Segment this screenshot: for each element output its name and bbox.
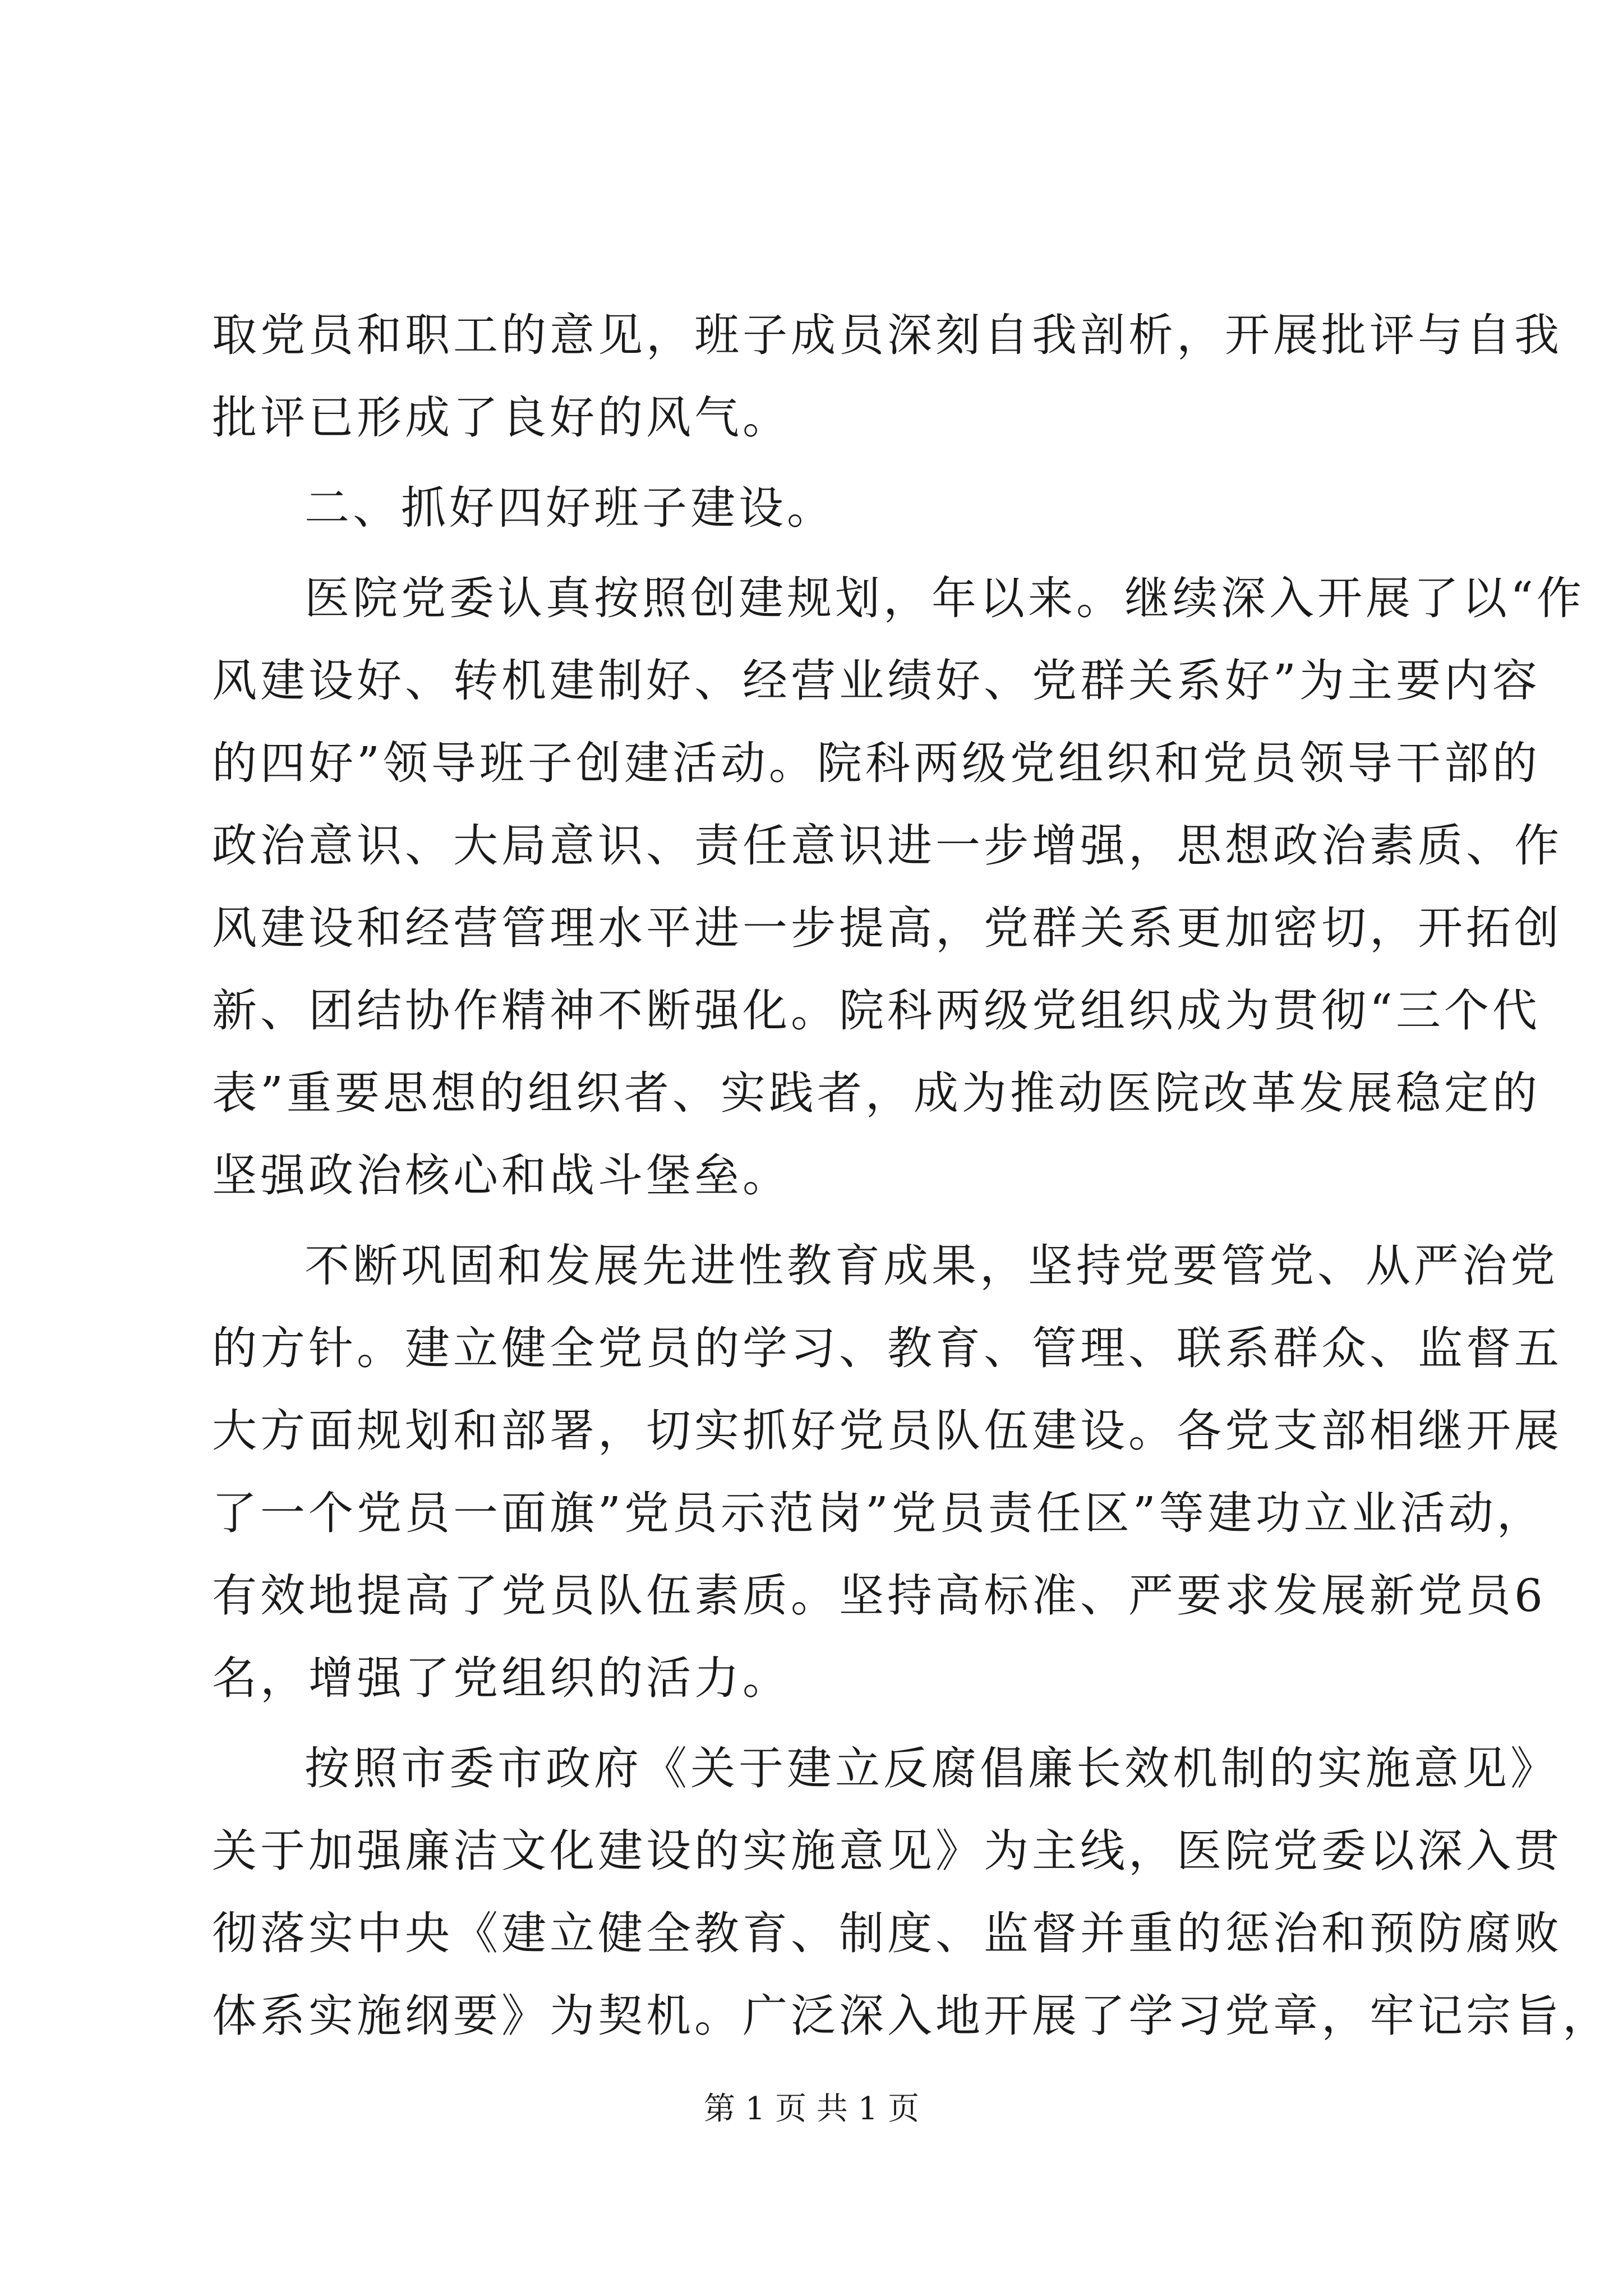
document-body (212, 294, 1611, 2057)
paragraph-line: 新、团结协作精神不断强化。院科两级党组织成为贯彻“三个代 (212, 984, 1541, 1037)
paragraph-line: 的四好”领导班子创建活动。院科两级党组织和党员领导干部的 (212, 737, 1541, 789)
paragraph-line: 取党员和职工的意见，班子成员深刻自我剖析，开展批评与自我 (212, 309, 1562, 361)
paragraph-line: 风建设和经营管理水平进一步提高，党群关系更加密切，开拓创 (212, 902, 1562, 954)
paragraph-line: 风建设好、转机建制好、经营业绩好、党群关系好”为主要内容 (212, 655, 1541, 707)
paragraph-line: 体系实施纲要》为契机。广泛深入地开展了学习党章，牢记宗旨， (212, 1990, 1611, 2042)
page-number-footer: 第 1 页 共 1 页 (703, 2091, 920, 2127)
paragraph-line: 大方面规划和部署，切实抓好党员队伍建设。各党支部相继开展 (212, 1405, 1562, 1457)
paragraph-line: 医院党委认真按照创建规划，年以来。继续深入开展了以“作 (305, 572, 1585, 624)
section-heading: 二、抓好四好班子建设。 (305, 482, 835, 534)
paragraph-line: 不断巩固和发展先进性教育成果，坚持党要管党、从严治党 (305, 1240, 1559, 1292)
paragraph-line: 有效地提高了党员队伍素质。坚持高标准、严要求发展新党员6 (212, 1570, 1546, 1622)
paragraph-line: 的方针。建立健全党员的学习、教育、管理、联系群众、监督五 (212, 1322, 1562, 1374)
paragraph-line: 批评已形成了良好的风气。 (212, 392, 791, 444)
paragraph-line: 了一个党员一面旗”党员示范岗”党员责任区”等建功立业活动， (212, 1487, 1545, 1539)
paragraph-line: 表”重要思想的组织者、实践者，成为推动医院改革发展稳定的 (212, 1067, 1541, 1119)
paragraph-line: 关于加强廉洁文化建设的实施意见》为主线，医院党委以深入贯 (212, 1825, 1562, 1877)
paragraph-line: 按照市委市政府《关于建立反腐倡廉长效机制的实施意见》 (305, 1742, 1559, 1795)
paragraph-line: 名，增强了党组织的活力。 (212, 1652, 791, 1704)
paragraph-line: 彻落实中央《建立健全教育、制度、监督并重的惩治和预防腐败 (212, 1907, 1562, 1959)
paragraph-line: 政治意识、大局意识、责任意识进一步增强，思想政治素质、作 (212, 820, 1562, 872)
paragraph-line: 坚强政治核心和战斗堡垒。 (212, 1149, 791, 1202)
